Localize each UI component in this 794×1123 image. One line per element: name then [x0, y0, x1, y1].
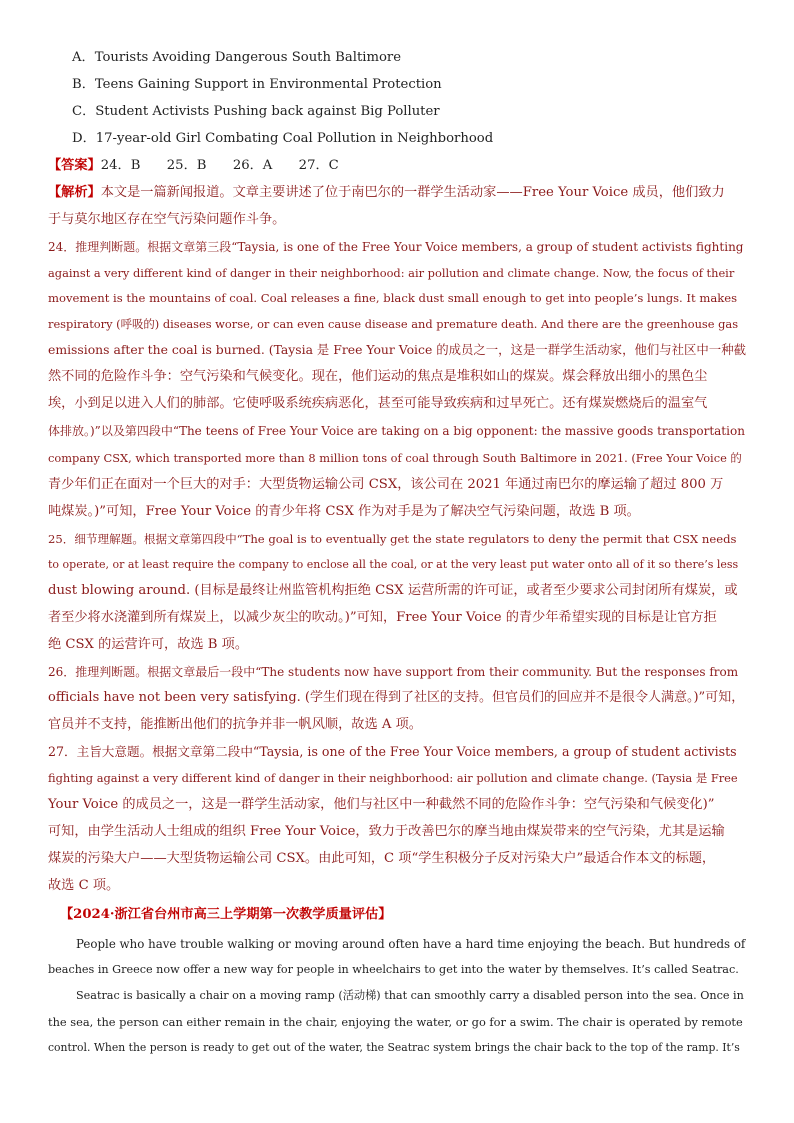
analysis-line: 可知，由学生活动人士组成的组织 Free Your Voice，致力于改善巴尔的摩当地由煤炭带来的空气污染，尤其是运输: [48, 824, 725, 839]
analysis-line: 故选 C 项。: [48, 878, 120, 893]
option-d: D．17-year-old Girl Combating Coal Pollution in Neighborhood: [72, 131, 494, 146]
analysis-line: company CSX, which transported more than 8 million tons of coal through South Baltimore in 2021. (Free Your Voice 的: [48, 451, 742, 465]
analysis-line: 吨煤炭。)”可知，Free Your Voice 的青少年将 CSX 作为对手是为了解决空气污染问题，故选 B 项。: [48, 504, 640, 519]
analysis-line: Your Voice 的成员之一，这是一群学生活动家，他们与社区中一种截然不同的危险作斗争：空气污染和气候变化)”: [48, 797, 715, 812]
analysis-line: 于与莫尔地区存在空气污染问题作斗争。: [48, 212, 286, 227]
analysis-line: fighting against a very different kind of danger in their neighborhood: air pollution and climate change. (Taysia 是 Free: [48, 771, 738, 785]
analysis-line: dust blowing around. (目标是最终让州监管机构拒绝 CSX 运营所需的许可证，或者至少要求公司封闭所有煤炭，或: [48, 583, 738, 598]
analysis-line: movement is the mountains of coal. Coal releases a fine, black dust small enough to get into people’s lungs. It makes: [48, 291, 738, 305]
passage-line: control. When the person is ready to get out of the water, the Seatrac system brings the chair back to the top of the ramp. It’s: [48, 1041, 740, 1054]
option-a: A．Tourists Avoiding Dangerous South Baltimore: [72, 50, 402, 65]
analysis-line: 27．主旨大意题。根据文章第二段中“Taysia, is one of the Free Your Voice members, a group of student activists: [48, 744, 737, 759]
passage-line: beaches in Greece now offer a new way for people in wheelchairs to get into the water by themselves. It’s called Seatrac.: [48, 963, 739, 976]
analysis-line: 24．推理判断题。根据文章第三段“Taysia, is one of the Free Your Voice members, a group of student activists fighting: [48, 240, 744, 254]
analysis-line: against a very different kind of danger in their neighborhood: air pollution and climate change. Now, the focus of their: [48, 266, 735, 280]
answer-line: [48, 157, 339, 175]
analysis-tag: 【解析】: [48, 185, 101, 200]
analysis-line: 煤炭的污染大户——大型货物运输公司 CSX。由此可知，C 项“学生积极分子反对污染大户”最适合作本文的标题，: [48, 851, 716, 866]
analysis-line: 25．细节理解题。根据文章第四段中“The goal is to eventually get the state regulators to deny the permit that CSX needs: [48, 532, 737, 546]
analysis-line: emissions after the coal is burned. (Taysia 是 Free Your Voice 的成员之一，这是一群学生活动家，他们与社区中一种截: [48, 342, 746, 357]
analysis-line: officials have not been very satisfying. (学生们现在得到了社区的支持。但官员们的回应并不是很令人满意。)”可知，: [48, 690, 745, 705]
analysis-line: respiratory (呼吸的) diseases worse, or can even cause disease and premature death. And there are the greenhouse gas: [48, 317, 739, 331]
analysis-line: 体排放。)”以及第四段中“The teens of Free Your Voice are taking on a big opponent: the massive goods transportation: [48, 424, 745, 438]
analysis-line: to operate, or at least require the company to enclose all the coal, or at the very least put water onto all of it so there’s less: [48, 558, 739, 571]
answer-tag: 【答案】: [48, 158, 101, 173]
analysis-text: 本文是一篇新闻报道。文章主要讲述了位于南巴尔的一群学生活动家——Free Your Voice 成员，他们致力: [100, 185, 725, 200]
analysis-line: 26．推理判断题。根据文章最后一段中“The students now have support from their community. But the responses from: [48, 665, 739, 679]
option-c: C．Student Activists Pushing back against Big Polluter: [72, 104, 440, 119]
answer-text: 24．B 25．B 26．A 27．C: [100, 158, 339, 173]
passage-line: People who have trouble walking or moving around often have a hard time enjoying the beach. But hundreds of: [76, 937, 746, 951]
option-b: B．Teens Gaining Support in Environmental Protection: [72, 77, 442, 92]
analysis-line: 者至少将水浇灌到所有煤炭上，以减少灰尘的吹动。)”可知，Free Your Voice 的青少年希望实现的目标是让官方拒: [48, 610, 717, 625]
analysis-line: 青少年们正在面对一个巨大的对手：大型货物运输公司 CSX，该公司在 2021 年通过南巴尔的摩运输了超过 800 万: [48, 477, 724, 492]
analysis-line: 官员并不支持，能推断出他们的抗争并非一帆风顺，故选 A 项。: [48, 717, 422, 732]
passage-line: the sea, the person can either remain in the chair, enjoying the water, or go for a swim. The chair is operated by remote: [48, 1015, 743, 1029]
analysis-line: 绝 CSX 的运营许可，故选 B 项。: [48, 637, 249, 652]
analysis-line: 埃，小到足以进入人们的肺部。它使呼吸系统疾病恶化，甚至可能导致疾病和过早死亡。还有煤炭燃烧后的温室气: [48, 396, 708, 411]
section-heading: 【2024·浙江省台州市高三上学期第一次教学质量评估】: [60, 907, 392, 922]
analysis-line: [48, 184, 725, 202]
passage-line: Seatrac is basically a chair on a moving ramp (活动梯) that can smoothly carry a disabled person into the sea. Once in: [76, 989, 744, 1002]
analysis-line: 然不同的危险作斗争：空气污染和气候变化。现在，他们运动的焦点是堆积如山的煤炭。煤会释放出细小的黑色尘: [48, 369, 708, 384]
